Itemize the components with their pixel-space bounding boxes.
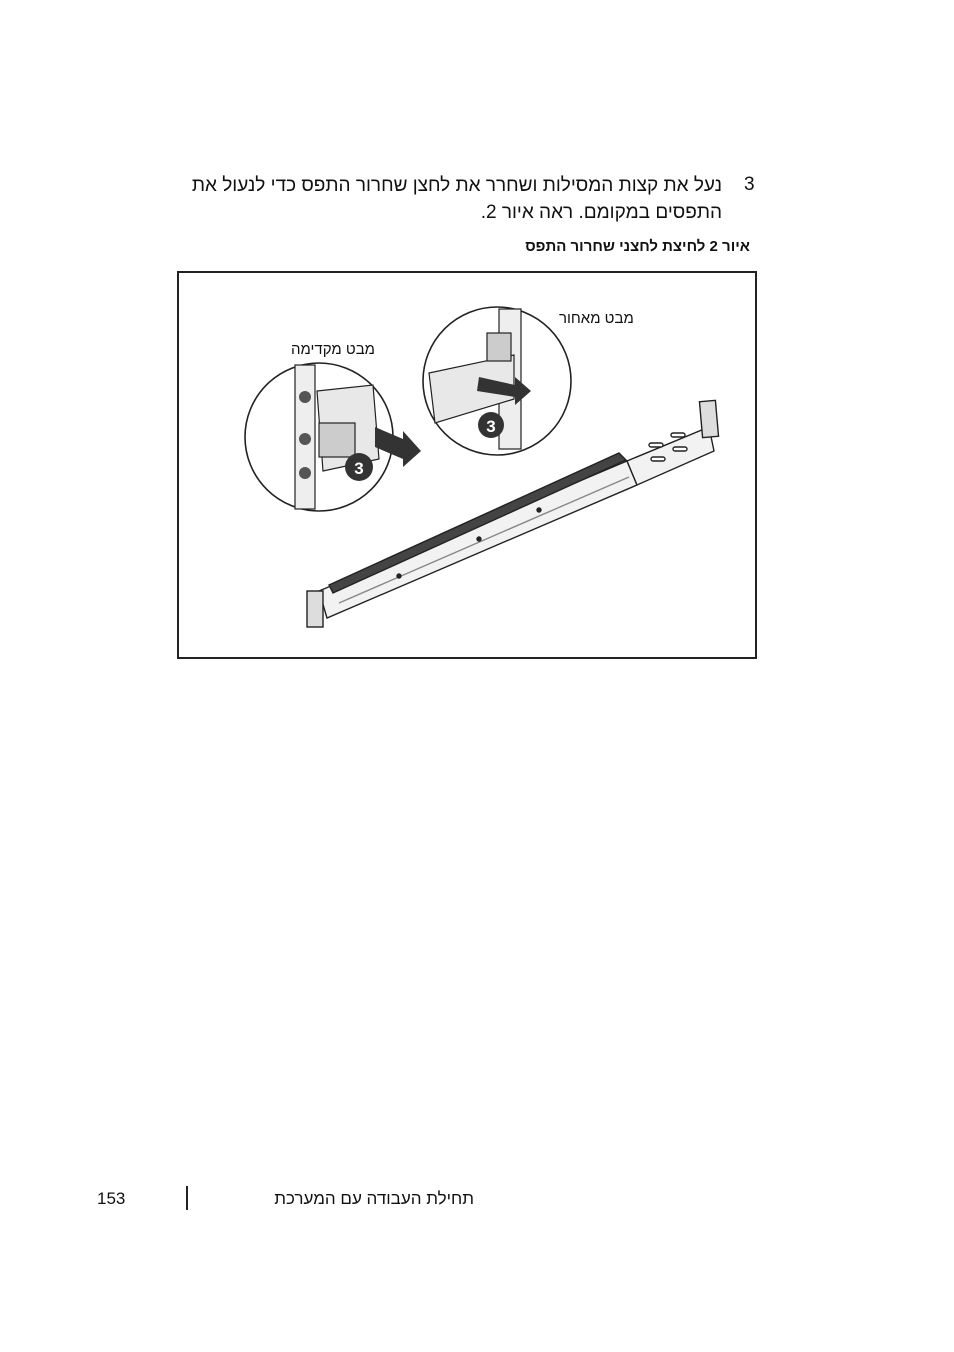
callout-back-view: מבט מאחור — [559, 310, 634, 327]
step-number: 3 — [744, 174, 755, 195]
callout-front-view: מבט מקדימה — [291, 341, 375, 358]
figure-caption: איור 2 לחיצת לחצני שחרור התפס — [525, 238, 750, 255]
back-view-badge: 3 — [486, 417, 496, 436]
footer-page-number: 153 — [97, 1189, 126, 1208]
front-view-badge: 3 — [354, 459, 364, 478]
front-view-detail-icon — [245, 363, 421, 511]
footer-title: תחילת העבודה עם המערכת — [274, 1189, 474, 1208]
rail-figure — [177, 271, 757, 659]
step-text: נעל את קצות המסילות ושחרר את לחצן שחרור התפס כדי לנעול את התפסים במקומם. ראה איור 2. — [191, 175, 722, 223]
footer-divider — [186, 1186, 188, 1210]
back-view-detail-icon — [423, 307, 571, 455]
rail-illustration — [179, 273, 755, 657]
